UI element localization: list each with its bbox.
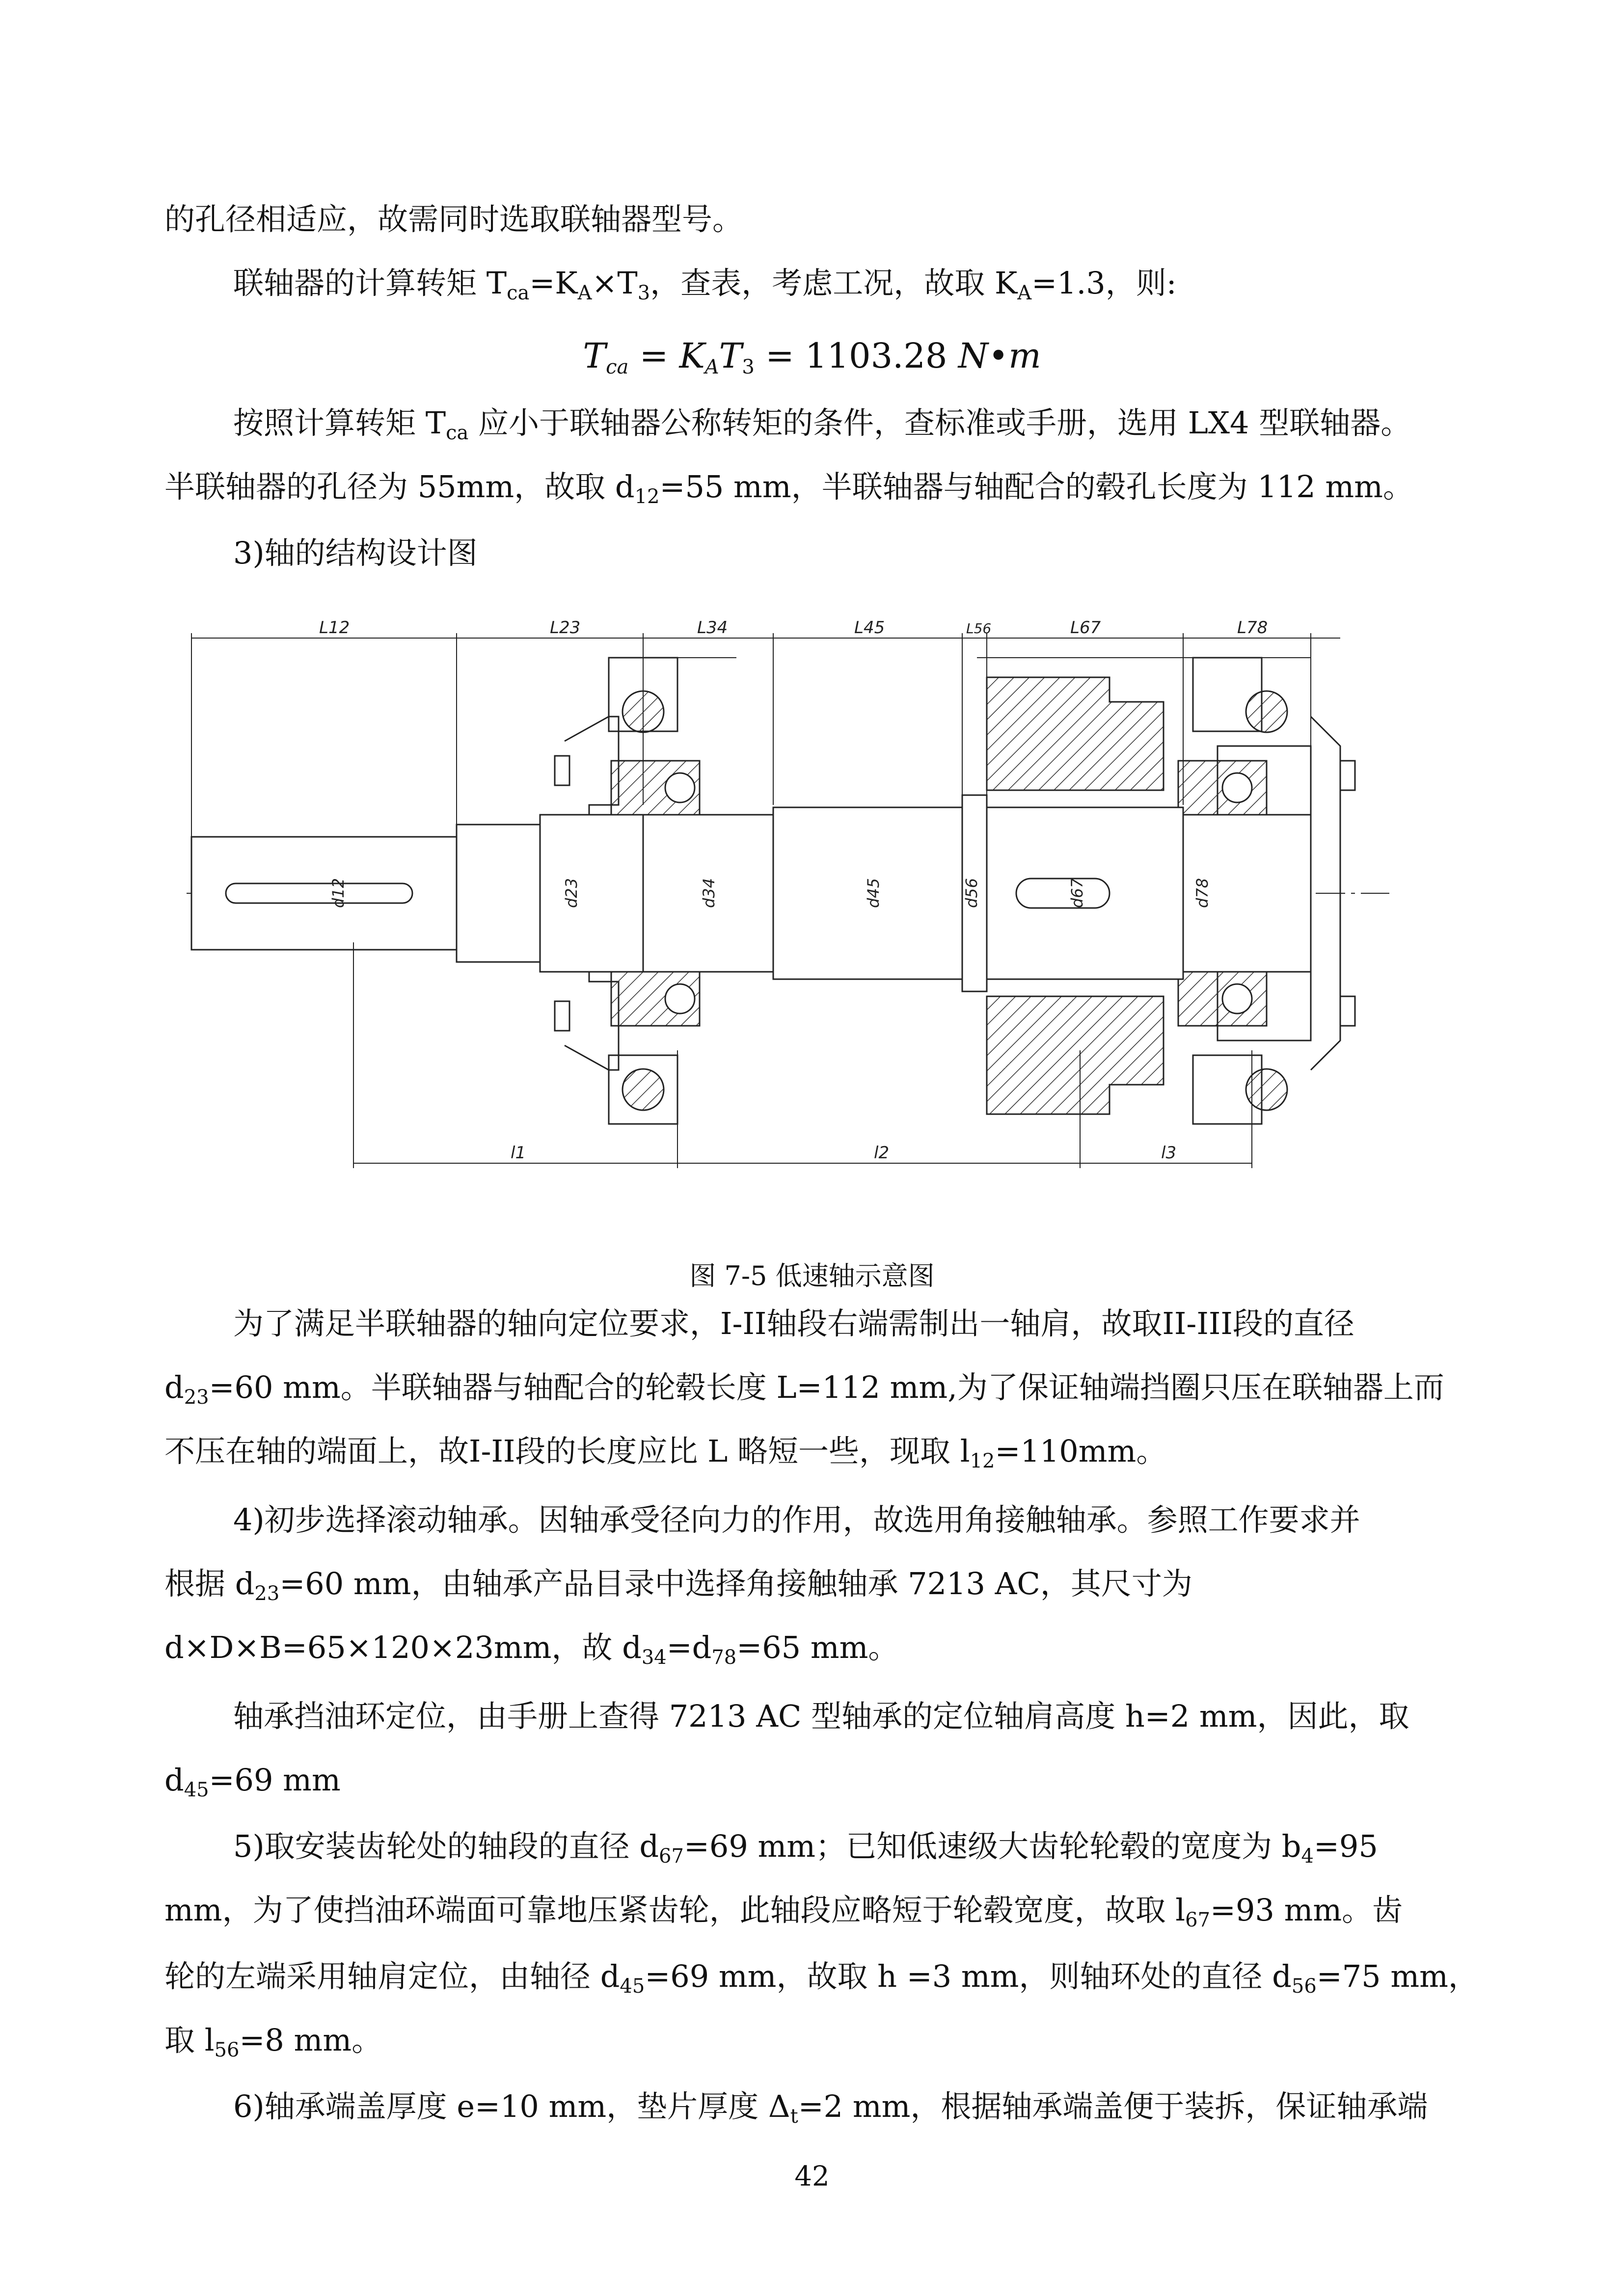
- para-line-2: 联轴器的计算转矩 $T_{ca}=K_A\times T_3$，查表，考虑工况，故取 $K_A=1.3$，则:: [233, 265, 1177, 304]
- dim-label-L34: L34: [697, 618, 728, 638]
- diameter-label-d56: d56: [962, 878, 981, 908]
- figure-caption: 图 7-5 低速轴示意图: [689, 1260, 935, 1291]
- para-line-4: 半联轴器的孔径为 55mm，故取 $d_{12}=55$ mm，半联轴器与轴配合的毂孔长度为 112 mm。: [164, 469, 1413, 508]
- para-line-12: 轴承挡油环定位，由手册上查得 7213 AC 型轴承的定位轴肩高度 h=2 mm，因此，取: [233, 1698, 1409, 1734]
- para-line-8: 不压在轴的端面上，故I-II段的长度应比 L 略短一些，现取 $l_{12}=110mm$。: [164, 1433, 1167, 1472]
- dim-label-L56: L56: [966, 620, 992, 637]
- para-line-16: 轮的左端采用轴肩定位，由轴径 $d_{45}=69$ mm，故取 h =3 mm，则轴环处的直径 $d_{56}=75$ mm，: [164, 1958, 1479, 1998]
- para-line-10: 根据 $d_{23}=60$ mm，由轴承产品目录中选择角接触轴承 7213 AC，其尺寸为: [164, 1566, 1192, 1605]
- para-line-11: d×D×B=65×120×23mm，故 $d_{34}=d_{78}=65$ mm。: [164, 1629, 899, 1669]
- torque-formula: $T_{ca} = K_AT_3 = 1103.28$ N•m: [583, 336, 1041, 378]
- section-heading-3: 3)轴的结构设计图: [233, 535, 478, 571]
- para-line-6: 为了满足半联轴器的轴向定位要求，I-II轴段右端需制出一轴肩，故取II-III段的直径: [233, 1306, 1354, 1341]
- page-number: 42: [794, 2161, 830, 2192]
- para-line-18: 6)轴承端盖厚度 e=10 mm，垫片厚度 $\Delta_t=2$ mm，根据轴承端盖便于装拆，保证轴承端: [233, 2088, 1428, 2128]
- dim-label-L23: L23: [550, 618, 581, 638]
- diameter-label-d78: d78: [1193, 878, 1212, 908]
- dim-label-L45: L45: [854, 618, 885, 638]
- dim-label-L12: L12: [319, 618, 350, 638]
- dim-label-l2: l2: [874, 1143, 890, 1163]
- shaft-drawing: [187, 618, 1389, 1183]
- para-line-15: mm，为了使挡油环端面可靠地压紧齿轮，此轴段应略短于轮毂宽度，故取 $l_{67}=93$ mm。齿: [164, 1892, 1403, 1931]
- dim-label-l1: l1: [511, 1143, 526, 1163]
- para-line-1: 的孔径相适应，故需同时选取联轴器型号。: [164, 201, 743, 237]
- diameter-label-d23: d23: [562, 878, 581, 908]
- para-line-7: $d_{23}=60$ mm。半联轴器与轴配合的轮毂长度 L=112 mm,为了保证轴端挡圈只压在联轴器上而: [164, 1369, 1444, 1409]
- dim-label-L67: L67: [1070, 618, 1101, 638]
- diameter-label-d45: d45: [864, 878, 883, 908]
- diameter-label-d12: d12: [329, 878, 348, 908]
- para-line-3: 按照计算转矩 $T_{ca}$ 应小于联轴器公称转矩的条件，查标准或手册，选用 LX4 型联轴器。: [233, 405, 1411, 444]
- para-line-14: 5)取安装齿轮处的轴段的直径 $d_{67}=69$ mm；已知低速级大齿轮轮毂的宽度为 $b_4=95$: [233, 1828, 1378, 1868]
- dim-label-L78: L78: [1237, 618, 1268, 638]
- para-line-9: 4)初步选择滚动轴承。因轴承受径向力的作用，故选用角接触轴承。参照工作要求并: [233, 1502, 1360, 1538]
- para-line-13: $d_{45}=69$ mm: [164, 1762, 341, 1801]
- para-line-17: 取 $l_{56}=8$ mm。: [164, 2022, 382, 2061]
- diameter-label-d67: d67: [1068, 878, 1086, 908]
- diameter-label-d34: d34: [700, 878, 718, 908]
- dim-label-l3: l3: [1161, 1143, 1177, 1163]
